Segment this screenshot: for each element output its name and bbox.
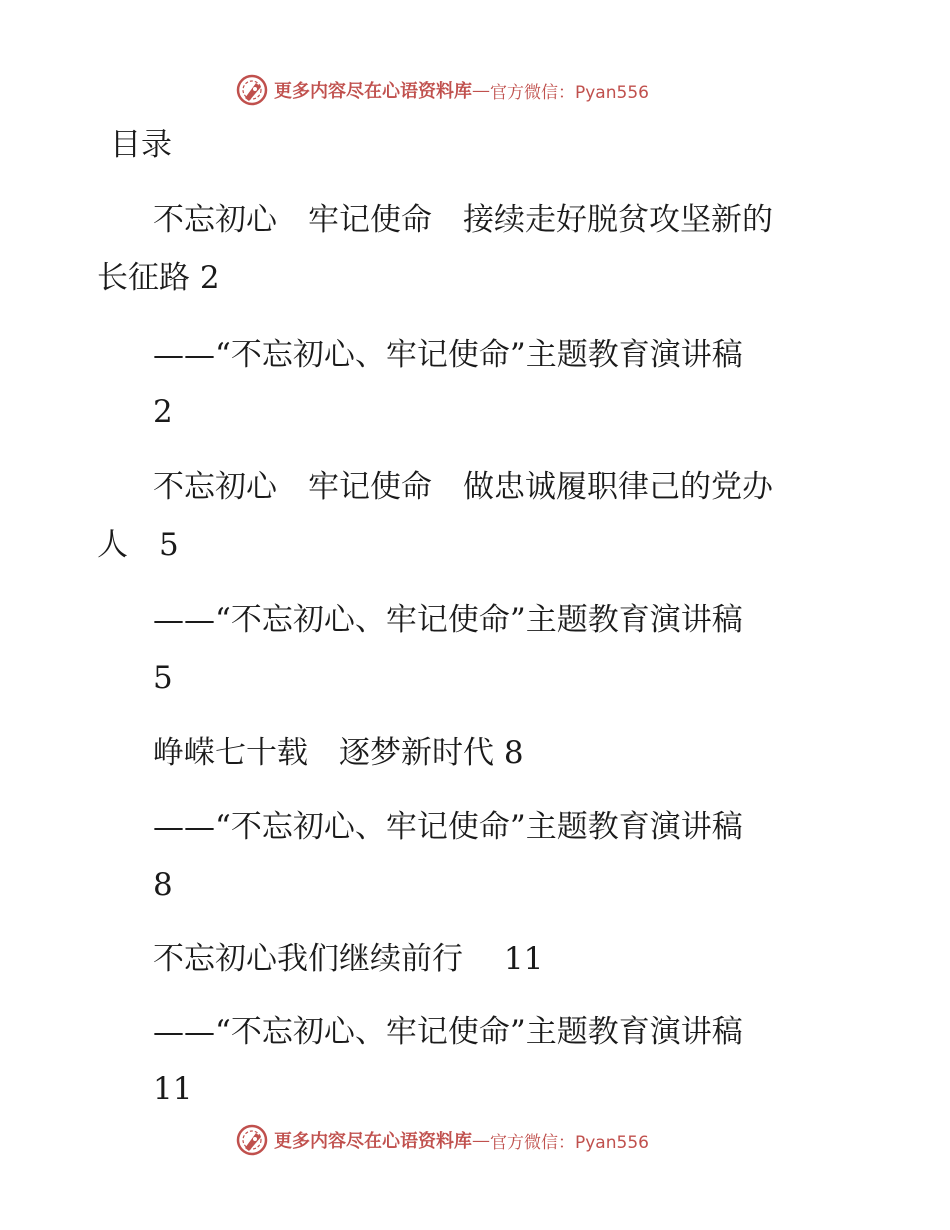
toc-entry-1-subtitle[interactable]: ——“不忘初心、牢记使命”主题教育演讲稿 <box>153 337 743 373</box>
toc-entry-2-subtitle-page[interactable]: 5 <box>153 660 173 696</box>
footer-dash: — <box>472 1129 490 1151</box>
toc-entry-2-title[interactable]: 不忘初心 牢记使命 做忠诚履职律己的党办 <box>153 469 773 505</box>
header-dash: — <box>472 79 490 101</box>
footer-site-text: 更多内容尽在心语资料库 <box>274 1131 472 1152</box>
toc-entry-1-subtitle-page[interactable]: 2 <box>153 394 173 430</box>
footer-banner <box>236 1122 649 1158</box>
toc-entry-2-subtitle[interactable]: ——“不忘初心、牢记使命”主题教育演讲稿 <box>153 602 743 638</box>
toc-entry-2-title-continued[interactable]: 人 5 <box>97 527 179 563</box>
toc-entry-3-subtitle-page[interactable]: 8 <box>153 867 173 903</box>
footer-wechat-text: 官方微信：Pyan556 <box>490 1132 649 1153</box>
header-wechat-text: 官方微信：Pyan556 <box>490 82 649 103</box>
toc-entry-4-subtitle[interactable]: ——“不忘初心、牢记使命”主题教育演讲稿 <box>153 1014 743 1050</box>
toc-entry-3-subtitle[interactable]: ——“不忘初心、牢记使命”主题教育演讲稿 <box>153 809 743 845</box>
toc-entry-4-title[interactable]: 不忘初心我们继续前行 11 <box>153 941 544 977</box>
header-site-text: 更多内容尽在心语资料库 <box>274 81 472 102</box>
toc-entry-3-title[interactable]: 峥嵘七十载 逐梦新时代 8 <box>153 735 524 771</box>
toc-entry-1-title-continued[interactable]: 长征路 2 <box>97 260 220 296</box>
page-title: 目录 <box>110 127 172 163</box>
toc-entry-1-title[interactable]: 不忘初心 牢记使命 接续走好脱贫攻坚新的 <box>153 202 773 238</box>
toc-entry-4-subtitle-page[interactable]: 11 <box>153 1071 193 1107</box>
pen-nib-logo-icon <box>236 1124 268 1156</box>
